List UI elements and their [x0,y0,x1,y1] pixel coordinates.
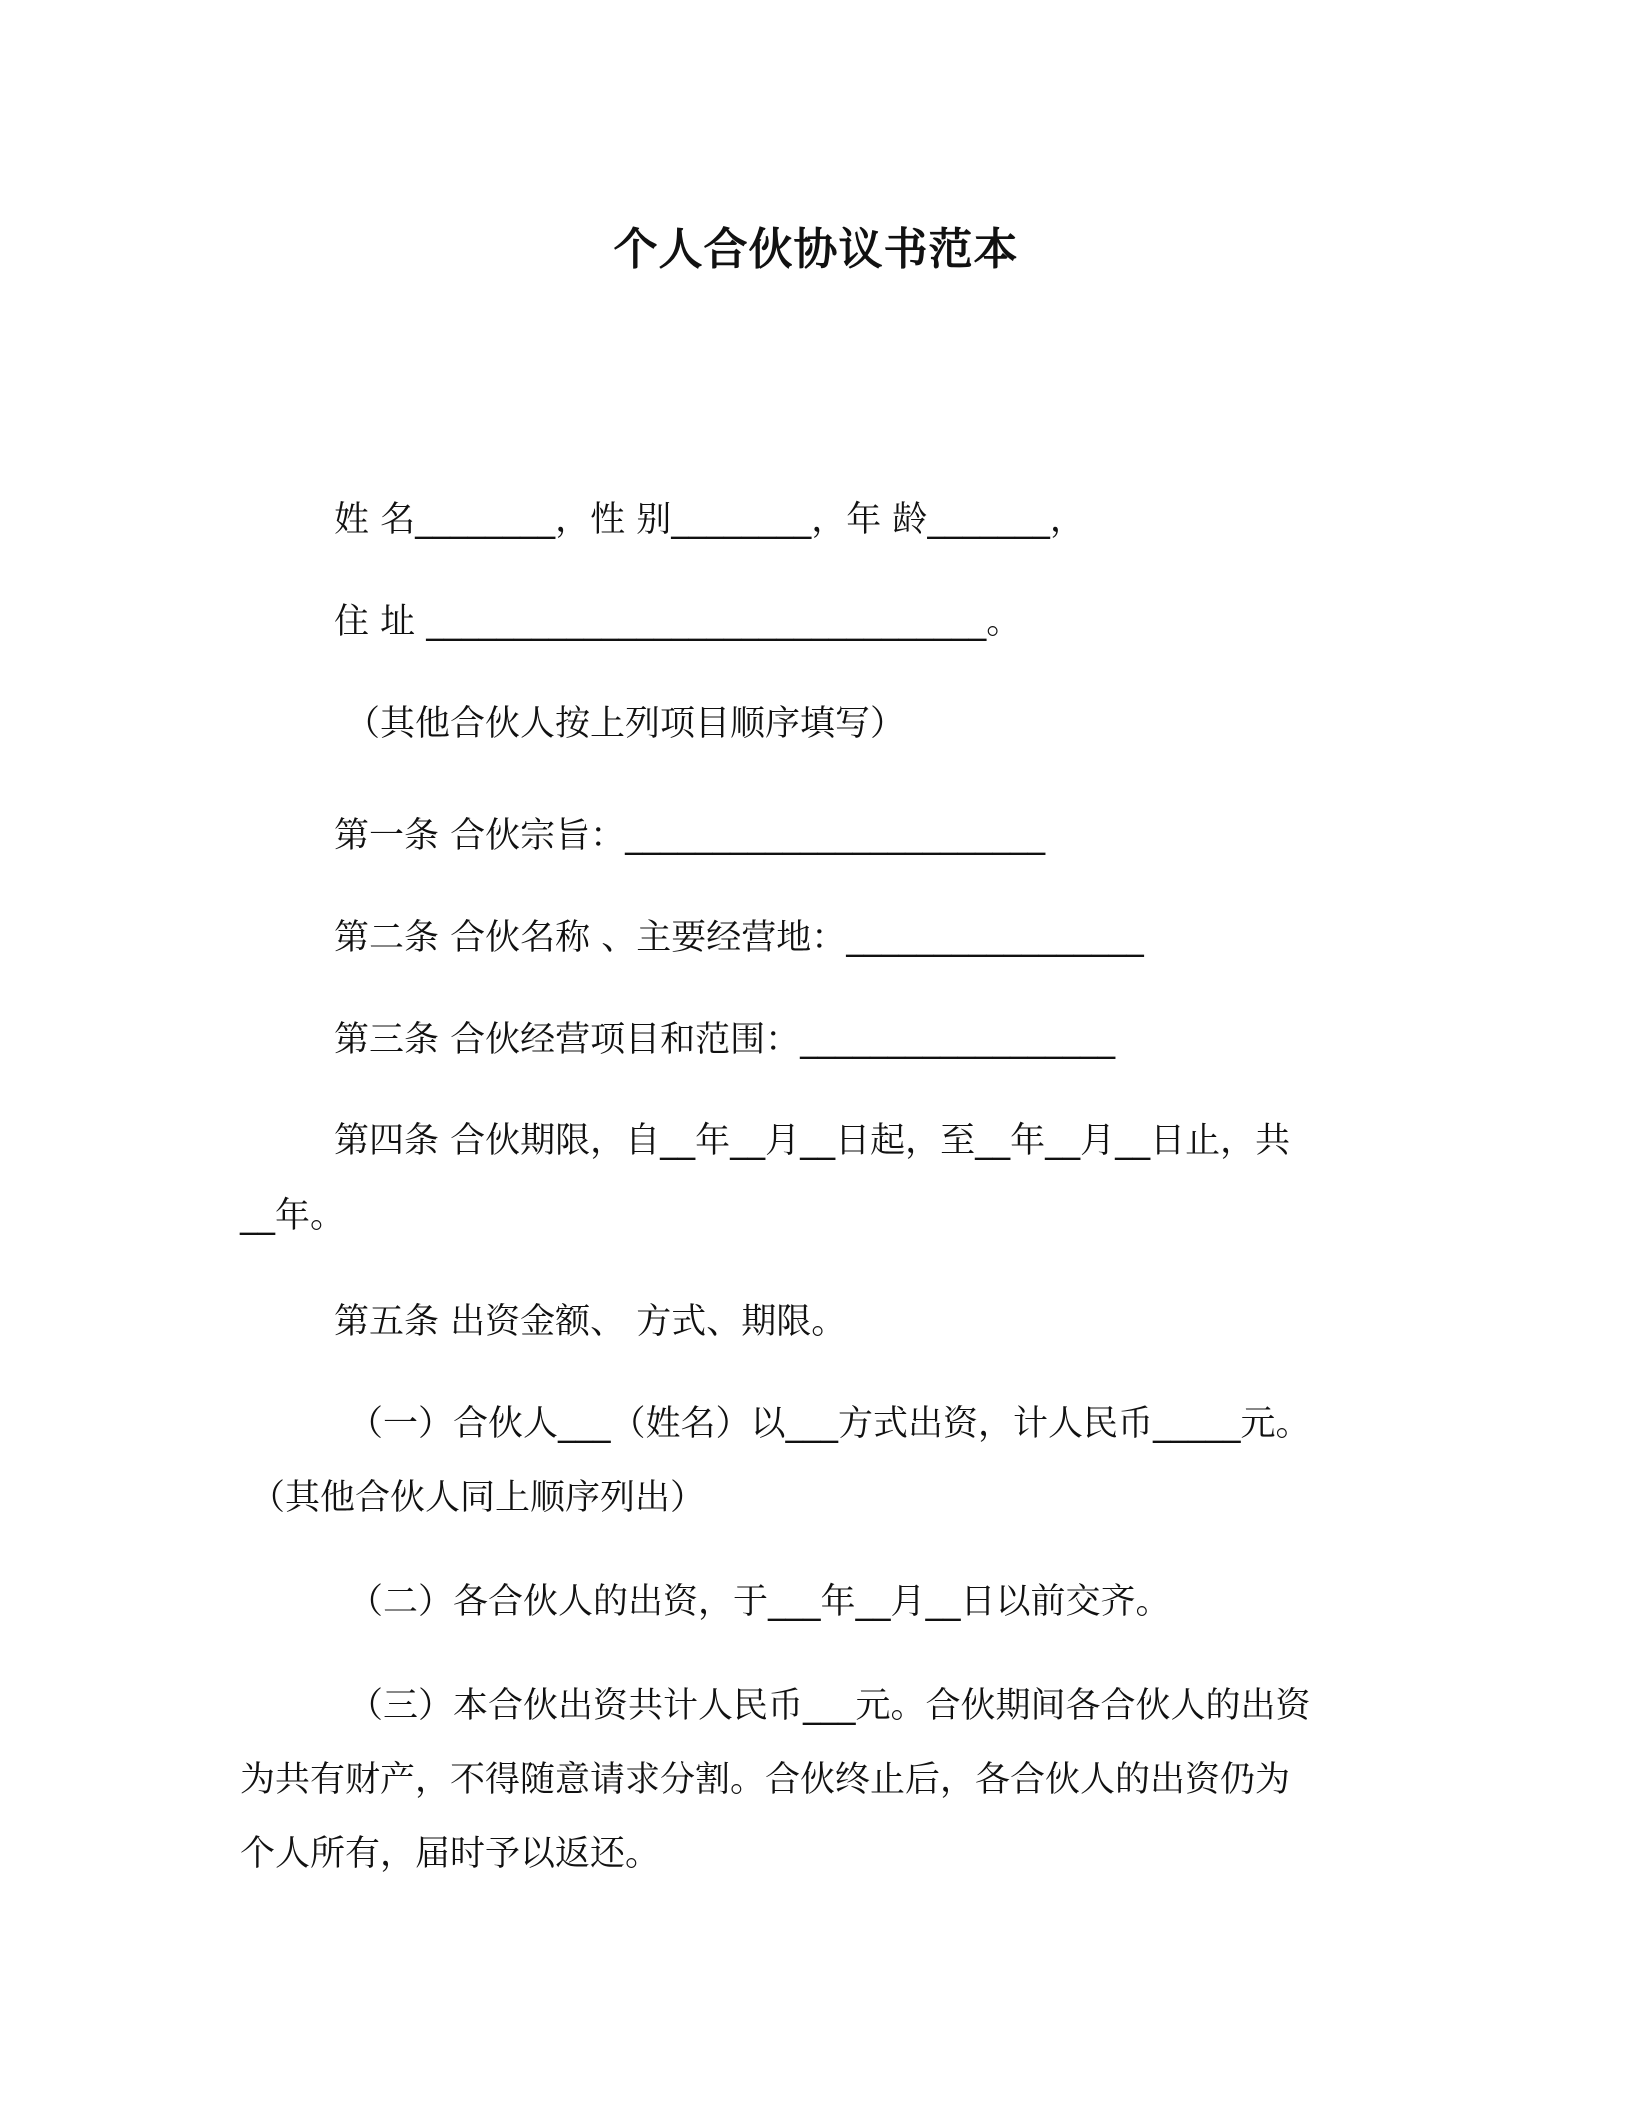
article-4-continuation: __年。 [240,1196,346,1236]
article-5-item-3-line-2: 为共有财产，不得随意请求分割。合伙终止后，各合伙人的出资仍为 [240,1760,1291,1800]
article-3: 第三条 合伙经营项目和范围：__________________ [334,1020,1116,1060]
article-4: 第四条 合伙期限，自__年__月__日起，至__年__月__日止，共 [334,1121,1291,1161]
article-5-item-1: （一）合伙人___（姓名）以___方式出资，计人民币_____元。 [348,1404,1311,1444]
article-5-item-3-line-3: 个人所有，届时予以返还。 [240,1834,661,1874]
article-5-item-3: （三）本合伙出资共计人民币___元。合伙期间各合伙人的出资 [348,1686,1311,1726]
party-name-line: 姓 名________，性 别________，年 龄_______， [334,500,1085,540]
article-5-item-2: （二）各合伙人的出资，于___年__月__日以前交齐。 [348,1582,1171,1622]
article-2: 第二条 合伙名称 、主要经营地：_________________ [334,918,1144,958]
article-5: 第五条 出资金额、 方式、期限。 [334,1302,847,1342]
article-5-item-1-note: （其他合伙人同上顺序列出） [250,1478,706,1518]
document-title: 个人合伙协议书范本 [613,224,1019,275]
party-address-line: 住 址 ________________________________。 [334,602,1022,642]
other-partners-note: （其他合伙人按上列项目顺序填写） [345,704,906,744]
article-1: 第一条 合伙宗旨：________________________ [334,816,1046,856]
